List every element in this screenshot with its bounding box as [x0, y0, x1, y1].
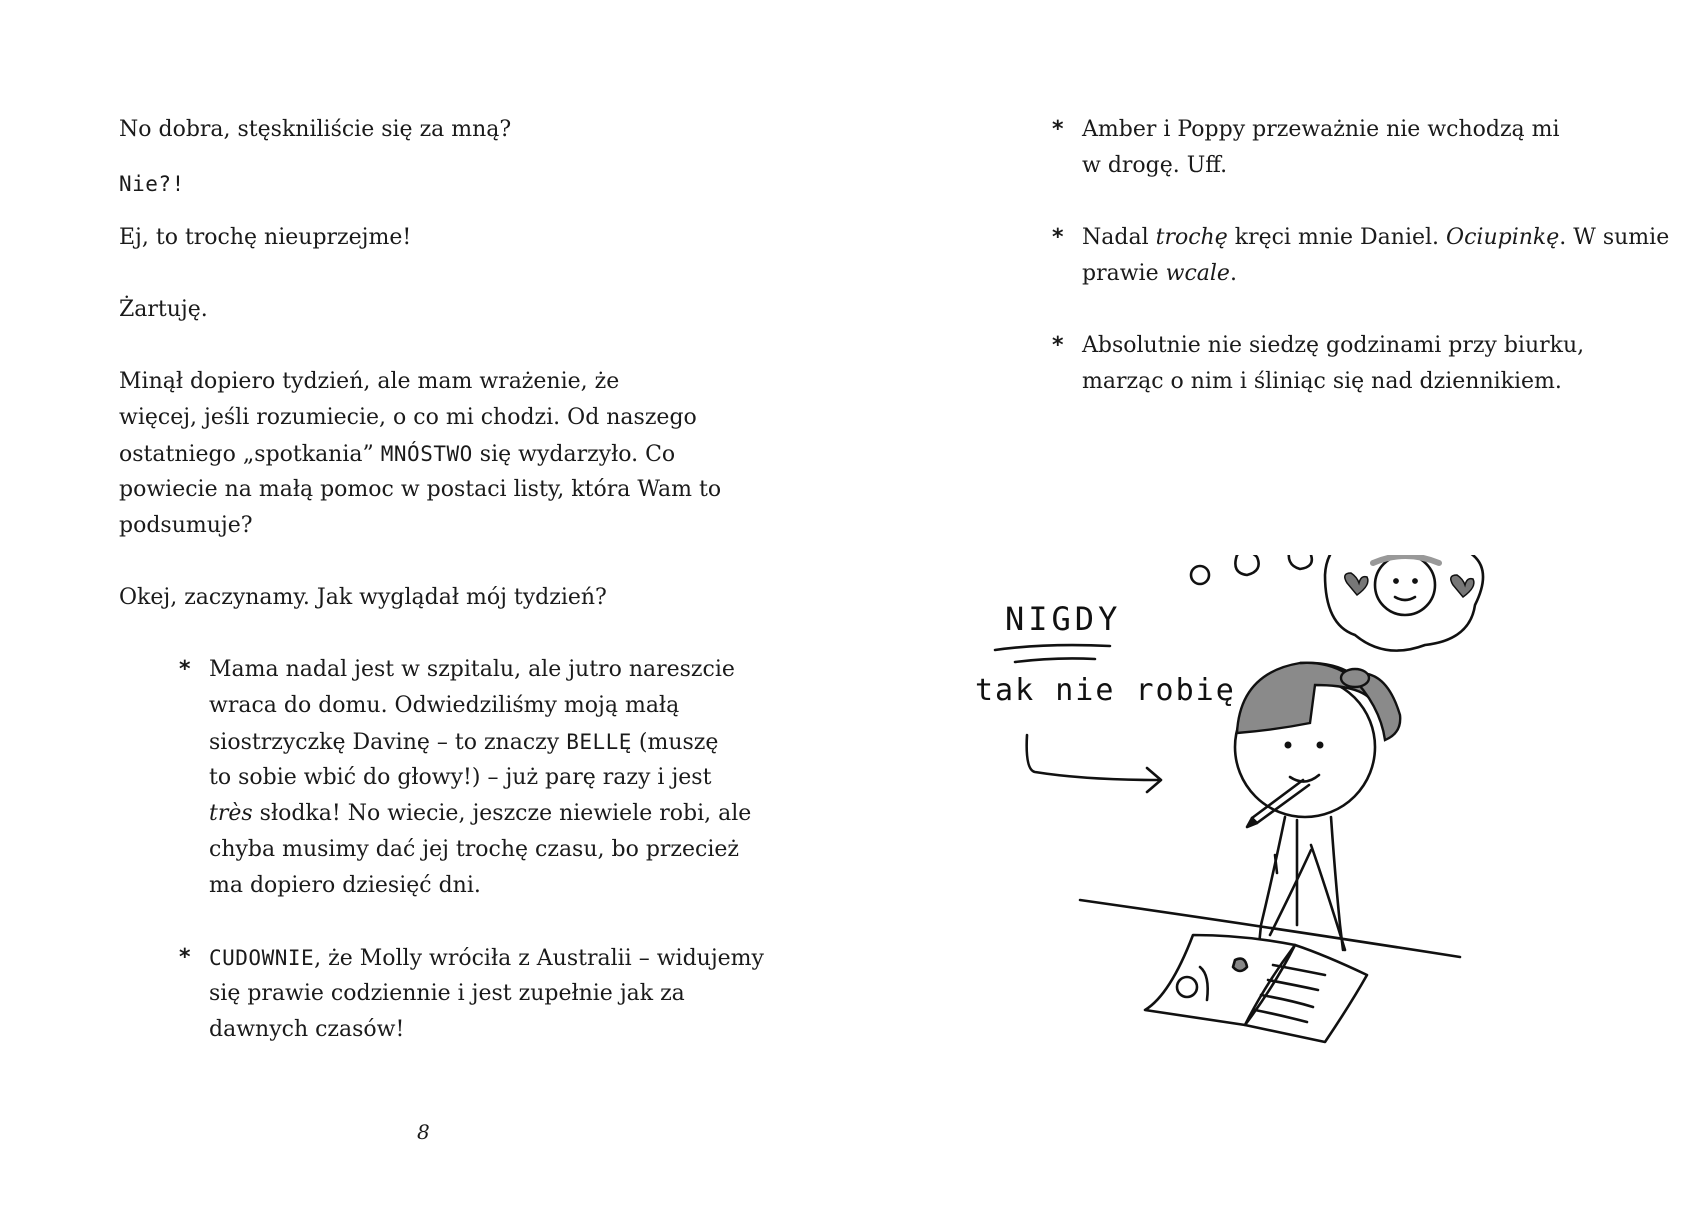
girl-arm-right [1331, 817, 1343, 950]
caption-underline-1 [995, 645, 1110, 650]
list-item-4-line-2-b: . [1229, 261, 1237, 286]
list-item-2-line-1 [209, 940, 764, 977]
girl-eye-right [1318, 743, 1322, 747]
left-page [0, 0, 850, 1211]
list-item-2-line-3: dawnych czasów! [209, 1017, 405, 1042]
list-item-1-line-5 [209, 796, 751, 832]
paragraph-5-line-5: podsumuje? [119, 513, 253, 538]
paragraph-5-line-2: więcej, jeśli rozumiecie, o co mi chodzi. Od naszego [119, 405, 697, 430]
list-item-4-line-2-a: prawie [1082, 261, 1159, 286]
paragraph-1: No dobra, stęskniliście się za mną? [119, 117, 512, 142]
list-item-4-line-2 [1082, 256, 1237, 292]
list-item-3-line-2: w drogę. Uff. [1082, 153, 1228, 178]
list-item-1-line-3-b: (muszę [638, 730, 719, 755]
caption-tak-nie-robie: tak nie robię [975, 673, 1236, 708]
paragraph-4: Żartuję. [119, 297, 208, 322]
list-item-1-line-3 [209, 724, 718, 761]
emphasis-mnostwo: MNÓSTWO [380, 442, 473, 466]
paragraph-2-handwritten: Nie?! [119, 172, 185, 196]
list-item-2-line-2: się prawie codziennie i jest zupełnie jak za [209, 981, 685, 1006]
list-item-1-line-4: to sobie wbić do głowy!) – już parę razy i jest [209, 765, 712, 790]
paragraph-5-line-1: Minął dopiero tydzień, ale mam wrażenie, że [119, 369, 620, 394]
thought-bubble-medium [1235, 555, 1258, 575]
girl-daydreaming-illustration [955, 555, 1635, 1065]
asterisk-bullet-icon: * [1052, 117, 1064, 142]
list-item-4-line-1-a: Nadal [1082, 225, 1149, 250]
list-item-1-line-5-b: słodka! No wiecie, jeszcze niewiele robi, ale [259, 801, 752, 826]
emphasis-cudownie: CUDOWNIE [209, 946, 315, 970]
asterisk-bullet-icon: * [1052, 225, 1064, 250]
paragraph-3: Ej, to trochę nieuprzejme! [119, 225, 412, 250]
caption-nigdy: NIGDY [1005, 600, 1122, 638]
caption-underline-2 [1015, 658, 1095, 662]
thought-cloud [1325, 555, 1483, 651]
italic-ociupinke: Ociupinkę [1446, 225, 1560, 250]
list-item-2-line-1-b: , że Molly wróciła z Australii – widujemy [314, 946, 764, 971]
hair-bun [1341, 669, 1369, 687]
paragraph-5-line-3 [119, 436, 675, 473]
doodle-heart-icon [1233, 959, 1247, 971]
list-item-4-line-1-b: kręci mnie Daniel. [1234, 225, 1440, 250]
list-item-5-line-1: Absolutnie nie siedzę godzinami przy biurku, [1082, 333, 1585, 358]
asterisk-bullet-icon: * [1052, 333, 1064, 358]
emphasis-belle: BELLĘ [566, 730, 632, 754]
asterisk-bullet-icon: * [179, 657, 191, 682]
paragraph-5-line-3-a: ostatniego „spotkania” [119, 442, 374, 467]
list-item-1-line-7: ma dopiero dziesięć dni. [209, 873, 481, 898]
list-item-1-line-1: Mama nadal jest w szpitalu, ale jutro nareszcie [209, 657, 735, 682]
arrow-line [1027, 735, 1160, 780]
thought-bubble-small [1191, 566, 1209, 584]
thought-bubble-medium-2 [1289, 555, 1312, 569]
paragraph-5-line-3-b: się wydarzyło. Co [479, 442, 676, 467]
list-item-4-line-1-c: . W sumie [1559, 225, 1670, 250]
italic-troche: trochę [1155, 225, 1228, 250]
list-item-4-line-1 [1082, 220, 1669, 256]
paragraph-5-line-4: powiecie na małą pomoc w postaci listy, która Wam to [119, 477, 722, 502]
list-item-3-line-1: Amber i Poppy przeważnie nie wchodzą mi [1082, 117, 1560, 142]
italic-wcale: wcale [1165, 261, 1230, 286]
list-item-1-line-6: chyba musimy dać jej trochę czasu, bo przecież [209, 837, 739, 862]
list-item-1-line-3-a: siostrzyczkę Davinę – to znaczy [209, 730, 560, 755]
list-item-5-line-2: marząc o nim i śliniąc się nad dziennikiem. [1082, 369, 1562, 394]
paragraph-6: Okej, zaczynamy. Jak wyglądał mój tydzień? [119, 585, 607, 610]
page-number: 8 [417, 1120, 430, 1144]
asterisk-bullet-icon: * [179, 945, 191, 970]
list-item-1-line-2: wraca do domu. Odwiedziliśmy moją małą [209, 693, 680, 718]
italic-tres: très [209, 801, 253, 826]
girl-eye-left [1286, 743, 1290, 747]
